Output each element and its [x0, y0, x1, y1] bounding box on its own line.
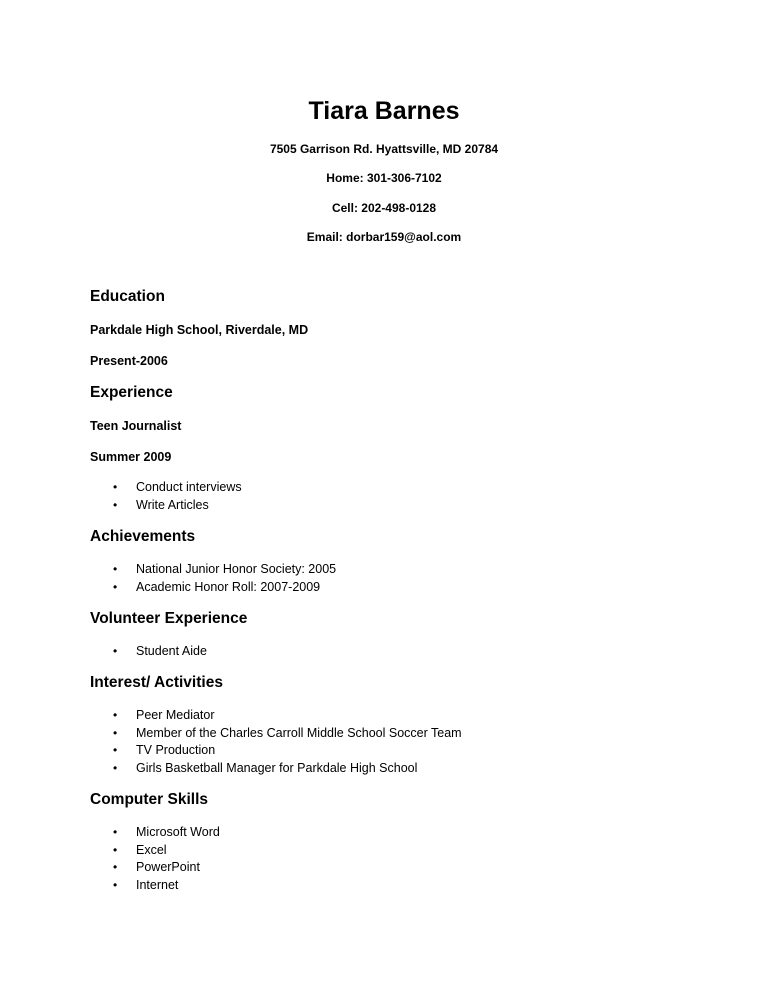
skills-heading: Computer Skills [90, 791, 208, 808]
resume-page: Tiara Barnes 7505 Garrison Rd. Hyattsville, MD 20784 Home: 301-306-7102 Cell: 202-498-0128 Email: dorbar159@aol.com Education Parkdale High School, Riverdale, MD Present-2006 Experience Teen Journalist Summer 2009 • Conduct interviews • Write Articles Achievements • National Junior Honor Society: 2005 • Academic Honor Roll: 2007-2009 Volunteer Experience • Student Aide Interest/ Activities • Peer Mediator • Member of the Charles Carroll Middle School Soccer Team • TV Production • Girls Basketball Manager for Parkdale High School Computer Skills • Microsoft Word • Excel • PowerPoint • Internet [0, 0, 768, 994]
experience-dates: Summer 2009 [90, 450, 172, 464]
education-school: Parkdale High School, Riverdale, MD [90, 323, 309, 337]
bullet-icon: • [113, 562, 118, 576]
bullet-icon: • [113, 480, 118, 494]
experience-heading: Experience [90, 384, 173, 401]
bullet-icon: • [113, 825, 118, 839]
experience-title: Teen Journalist [90, 419, 182, 433]
bullet-icon: • [113, 644, 118, 658]
bullet-icon: • [113, 725, 118, 740]
resume-name: Tiara Barnes [308, 97, 460, 125]
interests-heading: Interest/ Activities [90, 674, 223, 691]
education-dates: Present-2006 [90, 354, 168, 368]
bullet-icon: • [113, 743, 118, 758]
bullet-icon: • [113, 708, 118, 722]
bullet-icon: • [113, 579, 118, 594]
bullet-icon: • [113, 497, 118, 512]
volunteer-heading: Volunteer Experience [90, 610, 248, 627]
bullet-icon: • [113, 878, 118, 893]
cell-phone: Cell: 202-498-0128 [331, 201, 437, 215]
education-heading: Education [90, 288, 165, 305]
achievements-heading: Achievements [90, 528, 196, 545]
bullet-icon: • [113, 761, 118, 776]
bullet-icon: • [113, 842, 118, 857]
bullet-icon: • [113, 860, 118, 875]
address: 7505 Garrison Rd. Hyattsville, MD 20784 [269, 142, 499, 156]
email: Email: dorbar159@aol.com [306, 230, 462, 244]
home-phone: Home: 301-306-7102 [326, 171, 442, 185]
